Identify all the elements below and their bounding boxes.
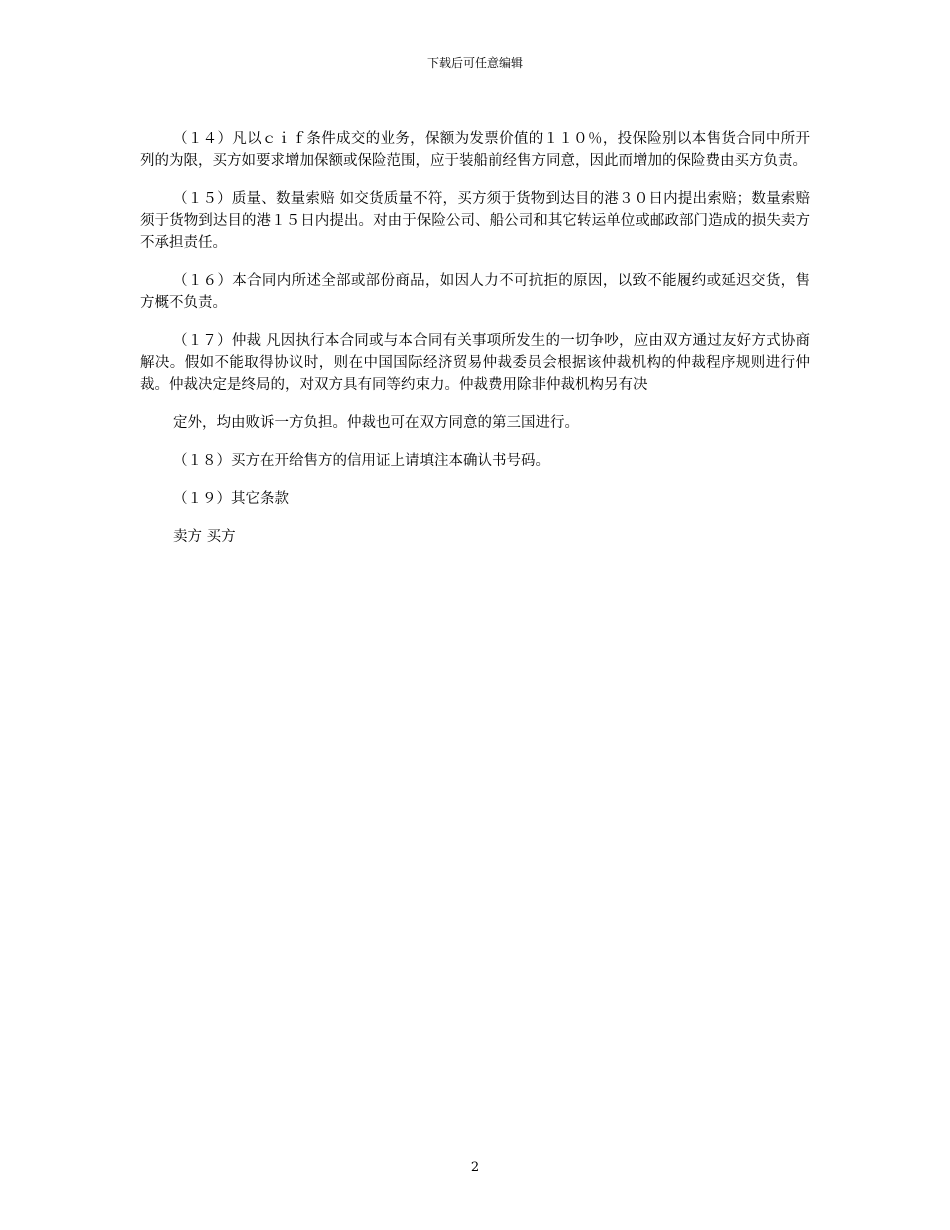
clause-17-continued: 定外，均由败诉一方负担。仲裁也可在双方同意的第三国进行。 <box>173 415 579 431</box>
clause-18: （１８）买方在开给售方的信用证上请填注本确认书号码。 <box>173 453 550 469</box>
document-body <box>140 128 810 564</box>
page-header: 下载后可任意编辑 <box>426 56 523 70</box>
clause-15: （１５）质量、数量索赔 如交货质量不符，买方须于货物到达目的港３０日内提出索赔；数量索赔须于货物到达目的港１５日内提出。对由于保险公司、船公司和其它转运单位或邮政部门造成的损失卖方不承担责任。 <box>140 191 810 251</box>
clause-19: （１９）其它条款 <box>173 491 289 507</box>
page-number: 2 <box>470 1160 480 1175</box>
clause-16: （１６）本合同内所述全部或部份商品，如因人力不可抗拒的原因，以致不能履约或延迟交货，售方概不负责。 <box>140 273 810 311</box>
signature-line: 卖方 买方 <box>173 529 236 545</box>
clause-17: （１７）仲裁 凡因执行本合同或与本合同有关事项所发生的一切争吵，应由双方通过友好方式协商解决。假如不能取得协议时，则在中国国际经济贸易仲裁委员会根据该仲裁机构的仲裁程序规则进行仲裁。仲裁决定是终局的，对双方具有同等约束力。仲裁费用除非仲裁机构另有决 <box>140 333 810 393</box>
clause-14: （１４）凡以ｃｉｆ条件成交的业务，保额为发票价值的１１０％，投保险别以本售货合同中所开列的为限，买方如要求增加保额或保险范围，应于装船前经售方同意，因此而增加的保险费由买方负责。 <box>140 131 810 169</box>
